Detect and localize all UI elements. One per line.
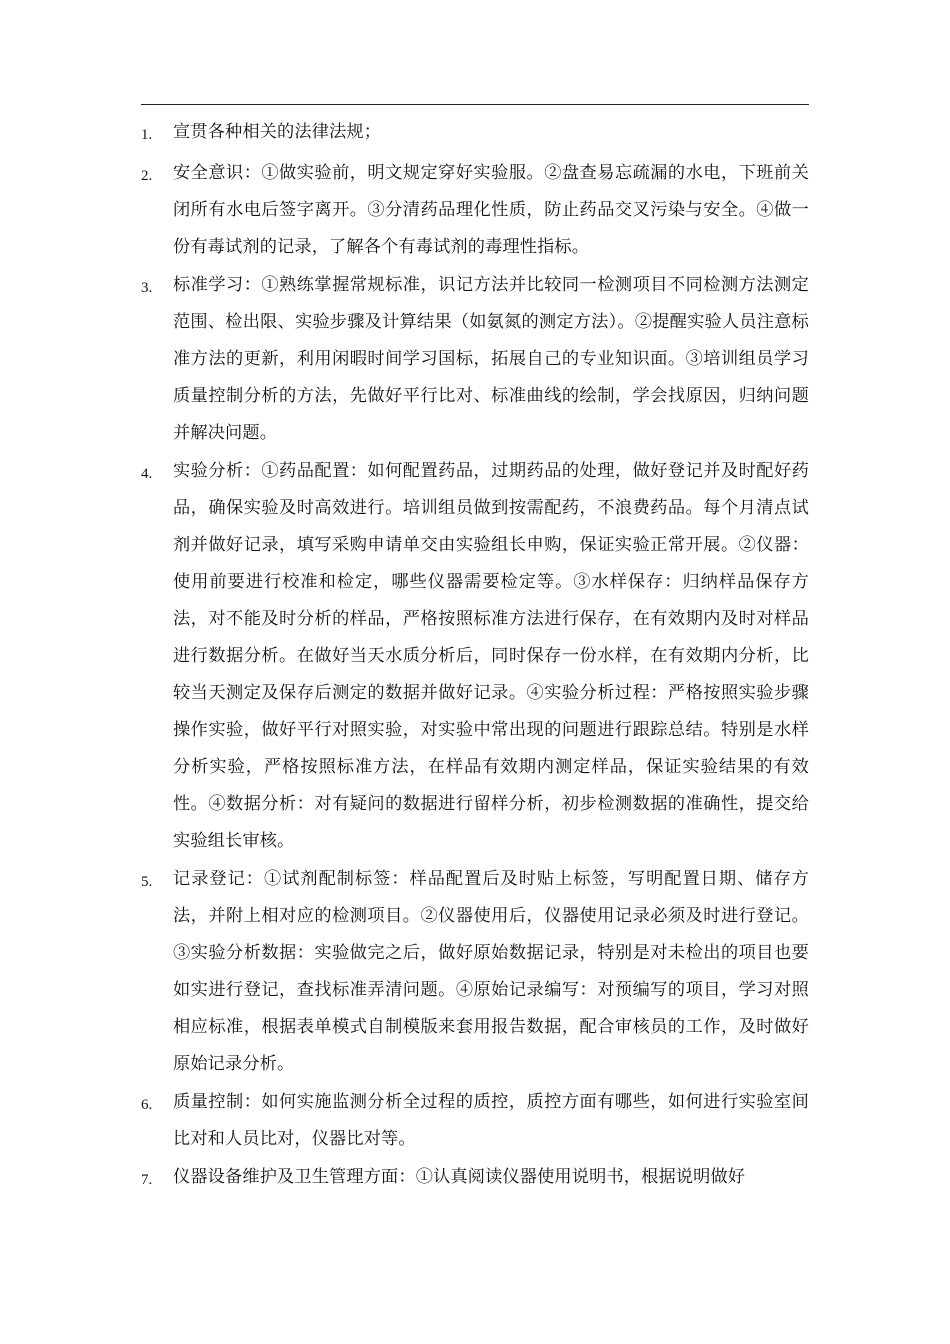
list-item-number: 5. — [141, 874, 153, 890]
list-item-number: 2. — [141, 168, 153, 184]
list-item-text: 标准学习：①熟练掌握常规标准，识记方法并比较同一检测项目不同检测方法测定范围、检出限、实验步骤及计算结果（如氨氮的测定方法）。②提醒实验人员注意标准方法的更新，利用闲暇时间学习国标，拓展自己的专业知识面。③培训组员学习质量控制分析的方法，先做好平行比对、标准曲线的绘制，学会找原因，归纳问题并解决问题。 — [173, 275, 809, 443]
list-item — [141, 861, 809, 1083]
list-item-text: 质量控制：如何实施监测分析全过程的质控，质控方面有哪些，如何进行实验室间比对和人员比对，仪器比对等。 — [173, 1092, 809, 1149]
list-item-number: 3. — [141, 280, 153, 296]
list-item-text: 实验分析：①药品配置：如何配置药品，过期药品的处理，做好登记并及时配好药品，确保实验及时高效进行。培训组员做到按需配药，不浪费药品。每个月清点试剂并做好记录，填写采购申请单交由实验组长申购，保证实验正常开展。②仪器：使用前要进行校准和检定，哪些仪器需要检定等。③水样保存：归纳样品保存方法，对不能及时分析的样品，严格按照标准方法进行保存，在有效期内及时对样品进行数据分析。在做好当天水质分析后，同时保存一份水样，在有效期内分析，比较当天测定及保存后测定的数据并做好记录。④实验分析过程：严格按照实验步骤操作实验，做好平行对照实验，对实验中常出现的问题进行跟踪总结。特别是水样分析实验，严格按照标准方法，在样品有效期内测定样品，保证实验结果的有效性。④数据分析：对有疑问的数据进行留样分析，初步检测数据的准确性，提交给实验组长审核。 — [173, 461, 809, 851]
list-item — [141, 1084, 809, 1158]
list-item-text: 宣贯各种相关的法律法规； — [173, 122, 382, 142]
numbered-list — [141, 114, 809, 1200]
list-item-number: 7. — [141, 1172, 153, 1188]
list-item — [141, 453, 809, 860]
list-item — [141, 1159, 809, 1199]
list-item — [141, 114, 809, 154]
list-item — [141, 155, 809, 266]
list-item-text: 记录登记：①试剂配制标签：样品配置后及时贴上标签，写明配置日期、储存方法，并附上相对应的检测项目。②仪器使用后，仪器使用记录必须及时进行登记。③实验分析数据：实验做完之后，做好原始数据记录，特别是对未检出的项目也要如实进行登记，查找标准弄清问题。④原始记录编写：对预编写的项目，学习对照相应标准，根据表单模式自制模版来套用报告数据，配合审核员的工作，及时做好原始记录分析。 — [173, 869, 809, 1074]
list-item-text: 安全意识：①做实验前，明文规定穿好实验服。②盘查易忘疏漏的水电，下班前关闭所有水电后签字离开。③分清药品理化性质，防止药品交叉污染与安全。④做一份有毒试剂的记录，了解各个有毒试剂的毒理性指标。 — [173, 163, 809, 257]
list-item-text: 仪器设备维护及卫生管理方面：①认真阅读仪器使用说明书，根据说明做好 — [173, 1167, 746, 1187]
header-rule — [141, 104, 809, 105]
list-item — [141, 267, 809, 452]
list-item-number: 4. — [141, 466, 153, 482]
list-item-number: 1. — [141, 127, 153, 143]
list-item-number: 6. — [141, 1097, 153, 1113]
